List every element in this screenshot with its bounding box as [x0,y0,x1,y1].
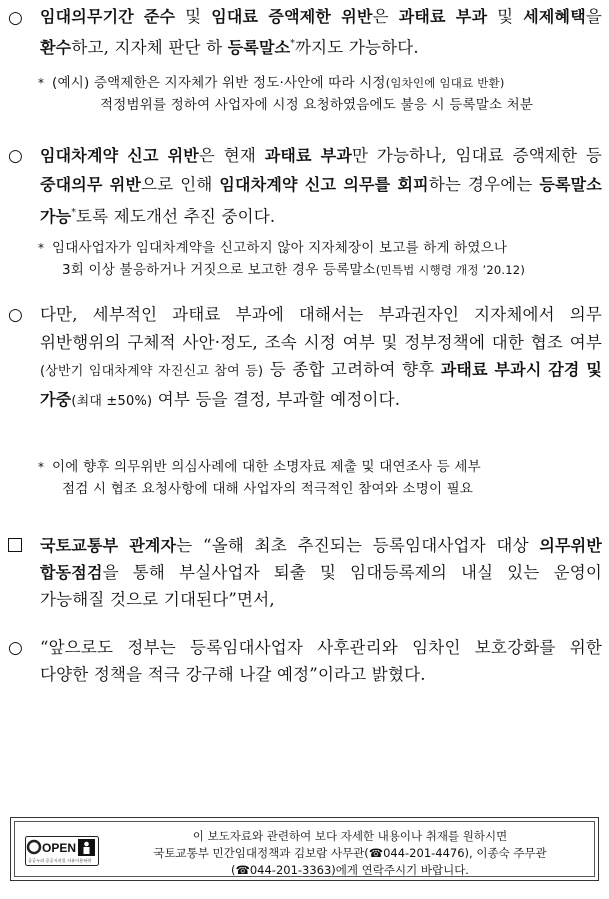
contact-line-3: (☎044-201-3363)에게 연락주시기 바랍니다. [231,863,469,877]
contact-box [10,817,599,881]
note-asterisk: * [38,460,44,474]
note-asterisk: * [38,241,44,255]
section-1-paragraph: 임대의무기간 준수 및 임대료 증액제한 위반은 과태료 부과 및 세제혜택을 환수하고, 지자체 판단 하 등록말소*까지도 가능하다. [40,7,602,57]
contact-text [125,828,575,879]
section-5-paragraph: “앞으로도 정부는 등록임대사업자 사후관리와 임차인 보호강화를 위한 다양한 정책을 적극 강구해 나갈 예정”이라고 밝혔다. [40,638,602,684]
contact-line-2: 국토교통부 민간임대정책과 김보람 사무관(☎044-201-4476), 이종숙 주무관 [153,846,547,860]
circle-bullet: ○ [8,8,23,28]
open-license-logo [25,836,99,866]
circle-bullet: ○ [8,305,23,325]
svg-text:공공누리 공공저작물 자유이용허락: 공공누리 공공저작물 자유이용허락 [28,858,92,863]
open-logo-icon [25,836,99,866]
circle-bullet: ○ [8,638,23,658]
section-3-paragraph: 다만, 세부적인 과태료 부과에 대해서는 부과권자인 지자체에서 의무 위반행위의 구체적 사안·정도, 조속 시정 여부 및 정부정책에 대한 협조 여부(상반기 임대차계약 자진신고 참여 등) 등 종합 고려하여 향후 과태료 부과시 감경 및 가중(최대 ±50%) 여부 등을 결정, 부과할 예정이다. [40,305,602,409]
contact-line-1: 이 보도자료와 관련하여 보다 자세한 내용이나 취재를 원하시면 [192,829,508,843]
circle-bullet: ○ [8,146,23,166]
section-4-paragraph: 국토교통부 관계자는 “올해 최초 추진되는 등록임대사업자 대상 의무위반 합동점검을 통해 부실사업자 퇴출 및 임대등록제의 내실 있는 운영이 가능해질 것으로 기대된다”면서, [40,536,602,609]
square-bullet [8,538,22,552]
note-asterisk: * [38,76,44,90]
svg-text:OPEN: OPEN [42,841,77,855]
section-2-paragraph: 임대차계약 신고 위반은 현재 과태료 부과만 가능하나, 임대료 증액제한 등 중대의무 위반으로 인해 임대차계약 신고 의무를 회피하는 경우에는 등록말소 가능*토록 제도개선 추진 중이다. [40,146,602,226]
